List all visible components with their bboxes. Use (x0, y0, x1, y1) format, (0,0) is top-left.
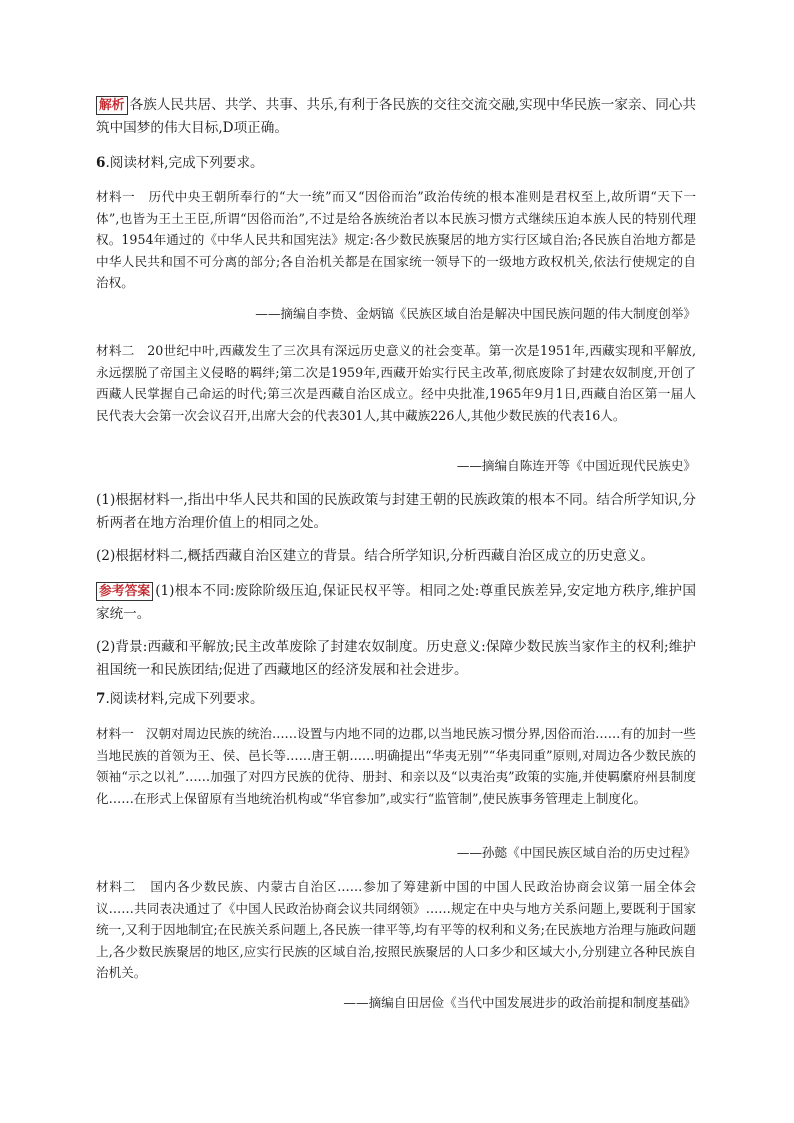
question-number: 6 (96, 155, 106, 171)
q6-requirement-1: (1)根据材料一,指出中华人民共和国的民族政策与封建王朝的民族政策的根本不同。结合所学知识,分析两者在地方治理价值上的相同之处。 (96, 492, 696, 531)
q7-material-2-source: ——摘编自田居俭《当代中国发展进步的政治前提和制度基础》 (343, 995, 696, 1010)
answer-text: (1)根本不同:废除阶级压迫,保证民权平等。相同之处:尊重民族差异,安定地方秩序,维护国家统一。 (96, 583, 696, 622)
q7-material-2 (96, 876, 696, 984)
q6-answer-1 (96, 580, 696, 626)
question-stem: .阅读材料,完成下列要求。 (105, 155, 264, 171)
material-label: 材料一 (96, 189, 136, 204)
q7-material-1-source: ——孙懿《中国民族区域自治的历史过程》 (456, 845, 696, 860)
material-label: 材料二 (96, 343, 135, 358)
analysis-paragraph (96, 94, 696, 140)
question-6-stem (96, 152, 696, 175)
q6-material-2-source: ——摘编自陈连开等《中国近现代民族史》 (456, 458, 696, 473)
analysis-tag: 解析 (96, 96, 128, 115)
q7-material-1 (96, 723, 696, 809)
material-text: 国内各少数民族、内蒙古自治区……参加了筹建新中国的中国人民政治协商会议第一届全体会议……共同表决通过了《中国人民政治协商会议共同纲领》……规定在中央与地方关系问题上,要既利于国家统一,又利于因地制宜;在民族关系问题上,各民族一律平等,均有平等的权利和义务;在民族地方治理与施政问题上,各少数民族聚居的地区,应实行民族的区域自治,按照民族聚居的人口多少和区域大小,分别建立各种民族自治机关。 (96, 879, 697, 980)
answer-tag: 参考答案 (96, 582, 153, 601)
question-stem: .阅读材料,完成下列要求。 (105, 691, 264, 707)
material-label: 材料一 (96, 726, 134, 741)
q5-analysis (96, 94, 696, 140)
material-text: 历代中央王朝所奉行的“大一统”而又“因俗而治”政治传统的根本准则是君权至上,故所谓“天下一体”,也皆为王土王臣,所谓“因俗而治”,不过是给各族统治者以本民族习惯方式继续压迫本族人民的特别代理权。1954年通过的《中华人民共和国宪法》规定:各少数民族聚居的地方实行区域自治;各民族自治地方都是中华人民共和国不可分离的部分;各自治机关都是在国家统一领导下的一级地方政权机关,依法行使规定的自治权。 (96, 189, 697, 290)
material-text: 20世纪中叶,西藏发生了三次具有深远历史意义的社会变革。第一次是1951年,西藏实现和平解放,永远摆脱了帝国主义侵略的羁绊;第二次是1959年,西藏开始实行民主改革,彻底废除了封建农奴制度,开创了西藏人民掌握自己命运的时代;第三次是西藏自治区成立。经中央批准,1965年9月1日,西藏自治区第一届人民代表大会第一次会议召开,出席大会的代表301人,其中藏族226人,其他少数民族的代表16人。 (96, 343, 697, 423)
q6-requirement-2: (2)根据材料二,概括西藏自治区建立的背景。结合所学知识,分析西藏自治区成立的历史意义。 (96, 548, 655, 564)
question-number: 7 (96, 691, 106, 707)
q6-answer-2: (2)背景:西藏和平解放;民主改革废除了封建农奴制度。历史意义:保障少数民族当家作主的权利;维护祖国统一和民族团结;促进了西藏地区的经济发展和社会进步。 (96, 639, 696, 678)
q6-material-2 (96, 340, 696, 426)
material-text: 汉朝对周边民族的统治……设置与内地不同的边郡,以当地民族习惯分界,因俗而治……有的加封一些当地民族的首领为王、侯、邑长等……唐王朝……明确提出“华夷无别”“华夷同重”原则,对周边各少数民族的领袖“示之以礼”……加强了对四方民族的优待、册封、和亲以及“以夷治夷”政策的实施,并使羁縻府州县制度化……在形式上保留原有当地统治机构或“华官参加”,或实行“监管制”,使民族事务管理走上制度化。 (96, 726, 697, 806)
question-7-stem (96, 688, 696, 711)
q6-material-1 (96, 186, 696, 294)
material-label: 材料二 (96, 879, 137, 894)
q6-material-1-source: ——摘编自李贽、金炳镐《民族区域自治是解决中国民族问题的伟大制度创举》 (255, 306, 696, 321)
analysis-text: 各族人民共居、共学、共事、共乐,有利于各民族的交往交流交融,实现中华民族一家亲、同心共筑中国梦的伟大目标,D项正确。 (96, 97, 696, 136)
